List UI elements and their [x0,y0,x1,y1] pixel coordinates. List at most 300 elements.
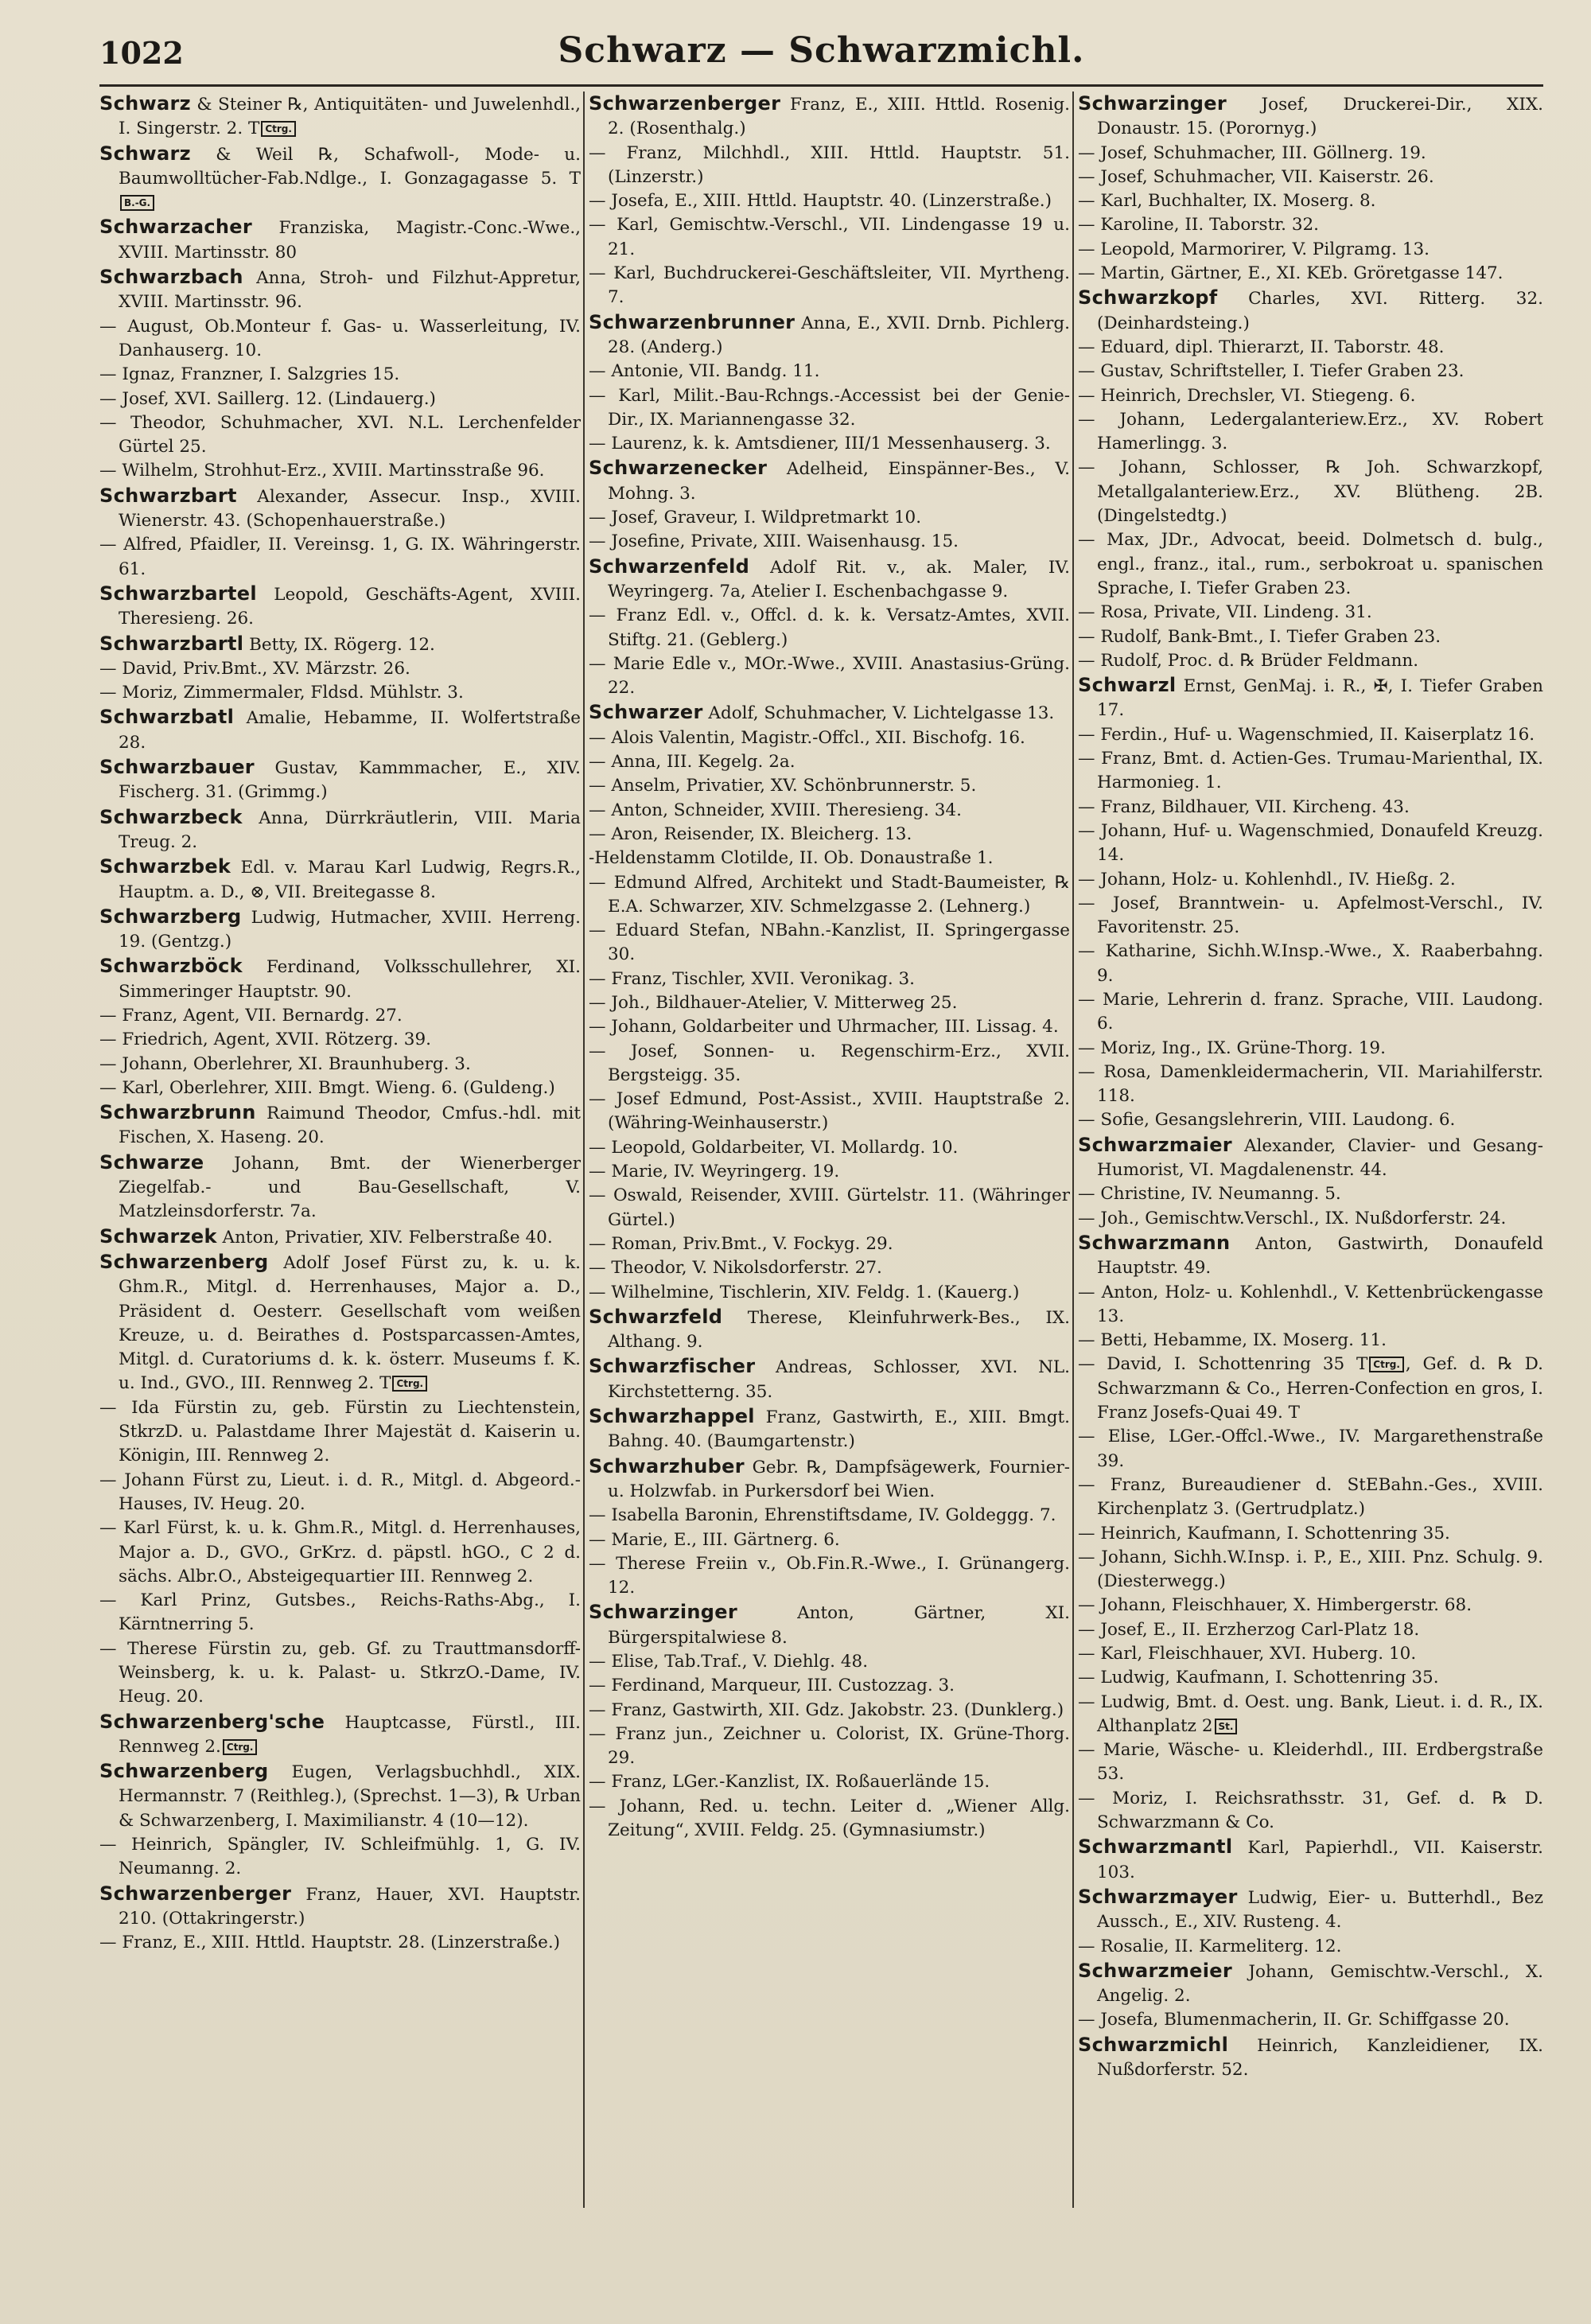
directory-entry [99,1469,581,1517]
directory-entry [589,847,1070,870]
directory-entry [1078,1108,1543,1132]
directory-entry [1078,2008,1543,2032]
directory-entry [99,142,581,216]
entry-text: — Alfred, Pfaidler, II. Vereinsg. 1, G. IX. Währingerstr. 61. [99,535,581,579]
directory-entry [589,1723,1070,1771]
entry-text: — Karl Fürst, k. u. k. Ghm.R., Mitgl. d. Herrenhauses, Major a. D., GVO., GrKrz. d. päpstl. hGO., C 2 d. sächs. Albr.O., Absteigequartier III. Rennweg 2. [99,1518,581,1586]
entry-surname: Schwarzinger [589,1601,737,1624]
entry-text: — Moriz, I. Reichsrathsstr. 31, Gef. d. ℞ D. Schwarzmann & Co. [1078,1788,1543,1833]
directory-entry [589,1305,1070,1355]
telephone-exchange-mark: Ctrg. [261,121,296,137]
directory-entry [589,1600,1070,1650]
entry-text: — Elise, LGer.-Offcl.-Wwe., IV. Margarethenstraße 39. [1078,1427,1543,1471]
directory-entry [1078,1231,1543,1281]
directory-entry [1078,868,1543,892]
entry-text: — Wilhelm, Strohhut-Erz., XVIII. Martinsstraße 96. [99,461,545,481]
page-header [99,24,1543,80]
directory-entry [1078,1885,1543,1935]
entry-text: Charles, XVI. Ritterg. 32. (Deinhardsteing.) [1097,289,1543,333]
directory-entry [99,1150,581,1224]
directory-entry [1078,1522,1543,1546]
directory-entry [99,1637,581,1710]
running-head: Schwarz — Schwarzmichl. [558,30,1085,71]
directory-entry [99,582,581,632]
page-number: 1022 [99,35,184,71]
entry-text: Adolf, Schuhmacher, V. Lichtelgasse 13. [702,703,1055,724]
directory-entry [99,1516,581,1589]
directory-entry [99,484,581,534]
entry-text: — Leopold, Marmorirer, V. Pilgramg. 13. [1078,239,1430,259]
directory-entry [1078,649,1543,673]
entry-text: Anton, Gastwirth, Donaufeld Hauptstr. 49. [1097,1233,1543,1279]
entry-surname: Schwarzinger [1078,92,1227,115]
directory-entry [1078,142,1543,165]
entry-text: Johann, Gemischtw.-Verschl., X. Angelig. 2. [1097,1961,1543,2007]
directory-columns [99,91,1543,2292]
directory-entry [589,1699,1070,1723]
entry-text: Gustav, Kammmacher, E., XIV. Fischerg. 31. (Grimmg.) [119,758,581,803]
directory-entry [99,91,581,142]
entry-text: — Anna, III. Kegelg. 2a. [589,752,796,773]
directory-entry [589,1795,1070,1843]
directory-entry [1078,286,1543,336]
entry-text: — Josef Edmund, Post-Assist., XVIII. Hauptstraße 2. (Währing-Weinhauserstr.) [589,1089,1070,1134]
directory-entry [1078,1182,1543,1206]
entry-text: — Oswald, Reisender, XVIII. Gürtelstr. 11. (Währinger Gürtel.) [589,1185,1070,1230]
entry-text: — Johann Fürst zu, Lieut. i. d. R., Mitgl. d. Abgeord.-Hauses, IV. Heug. 20. [99,1470,581,1514]
directory-entry [589,1136,1070,1160]
entry-text: — Josef, Sonnen- u. Regenschirm-Erz., XVII. Bergsteigg. 35. [589,1041,1070,1085]
entry-text: Johann, Bmt. der Wienerberger Ziegelfab.- und Bau-Gesellschaft, V. Matzleinsdorferstr. 7a. [119,1153,581,1222]
entry-surname: Schwarzbauer [99,756,255,779]
directory-entry [589,1454,1070,1505]
entry-text: — Eduard, dipl. Thierarzt, II. Taborstr. 48. [1078,337,1445,357]
entry-text: — Joh., Gemischtw.Verschl., IX. Nußdorferstr. 24. [1078,1208,1507,1228]
entry-surname: Schwarzhappel [589,1405,755,1428]
entry-text: — Karl, Gemischtw.-Verschl., VII. Lindengasse 19 u. 21. [589,215,1070,259]
entry-text: — Franz, Bildhauer, VII. Kircheng. 43. [1078,796,1410,817]
directory-entry [1078,1959,1543,2009]
entry-text: — Friedrich, Agent, XVII. Rötzerg. 39. [99,1030,431,1050]
entry-text: Anna, E., XVII. Drnb. Pichlerg. 28. (Anderg.) [608,313,1070,357]
directory-entry [1078,940,1543,988]
entry-text: — Marie Edle v., MOr.-Wwe., XVIII. Anastasius-Grüng. 22. [589,653,1070,699]
entry-surname: Schwarzenberger [99,1882,292,1905]
entry-text: Heinrich, Kanzleidiener, IX. Nußdorferstr. 52. [1097,2035,1543,2081]
directory-entry [589,456,1070,506]
entry-text: — Rudolf, Bank-Bmt., I. Tiefer Graben 23. [1078,626,1441,647]
directory-entry [589,310,1070,360]
directory-entry [589,604,1070,652]
directory-entry [589,1281,1070,1305]
directory-entry [99,1396,581,1469]
directory-entry [99,1028,581,1052]
entry-text: — Heinrich, Drechsler, VI. Stiegeng. 6. [1078,385,1416,406]
entry-text: Gebr. ℞, Dampfsägewerk, Fournier- u. Holzwfab. in Purkersdorf bei Wien. [608,1457,1070,1501]
entry-text: Franziska, Magistr.-Conc.-Wwe., XVIII. Martinsstr. 80 [119,218,581,263]
directory-entry [589,1650,1070,1674]
entry-text: — Johann, Oberlehrer, XI. Braunhuberg. 3. [99,1053,471,1074]
column-2 [589,91,1070,2292]
entry-text: — Christine, IV. Neumanng. 5. [1078,1184,1341,1205]
entry-text: Ernst, GenMaj. i. R., ✠, I. Tiefer Graben 17. [1097,676,1543,721]
telephone-exchange-mark: Ctrg. [1369,1357,1404,1372]
directory-entry [99,1833,581,1882]
directory-entry [99,705,581,755]
directory-entry [99,954,581,1004]
directory-entry [589,967,1070,991]
entry-text: — Johann, Fleischhauer, X. Himbergerstr. 68. [1078,1595,1472,1616]
entry-text-continued: , Gef. d. ℞ D. Schwarzmann & Co., Herren-Confection en gros, I. Franz Josefs-Quai 49. T [1097,1354,1543,1423]
entry-surname: Schwarzbach [99,266,243,289]
directory-entry [99,215,581,265]
entry-text: — Josef, Schuhmacher, VII. Kaiserstr. 26. [1078,166,1434,187]
entry-text: — Moriz, Ing., IX. Grüne-Thorg. 19. [1078,1037,1386,1058]
directory-entry [99,905,581,955]
entry-surname: Schwarzer [589,701,703,724]
directory-entry [99,363,581,387]
entry-text: — August, Ob.Monteur f. Gas- u. Wasserleitung, IV. Danhauserg. 10. [99,316,581,360]
directory-entry [1078,1642,1543,1666]
directory-entry [99,1759,581,1833]
entry-surname: Schwarzek [99,1224,217,1248]
entry-text: — Ferdin., Huf- u. Wagenschmied, II. Kaiserplatz 16. [1078,724,1535,745]
entry-surname: Schwarzenberg [99,1250,269,1273]
directory-entry [1078,1133,1543,1183]
directory-entry [1078,456,1543,528]
directory-entry [99,265,581,315]
directory-entry [589,1088,1070,1136]
directory-entry [589,700,1070,726]
directory-entry [99,681,581,705]
entry-text: — Franz, Tischler, XVII. Veronikag. 3. [589,968,916,989]
entry-text: — Josef, E., II. Erzherzog Carl-Platz 18. [1078,1619,1420,1640]
directory-entry [99,657,581,681]
directory-entry [1078,723,1543,747]
entry-text: — Theodor, V. Nikolsdorferstr. 27. [589,1258,882,1279]
directory-entry [1078,988,1543,1037]
directory-entry [99,1882,581,1932]
entry-text: — Josefa, E., XIII. Httld. Hauptstr. 40. (Linzerstraße.) [589,191,1052,212]
entry-text: — Karl, Oberlehrer, XIII. Bmgt. Wieng. 6. (Guldeng.) [99,1077,555,1098]
directory-entry [99,387,581,411]
directory-entry [1078,360,1543,383]
entry-text: — Franz, E., XIII. Httld. Hauptstr. 28. (Linzerstraße.) [99,1933,561,1953]
entry-text: — Roman, Priv.Bmt., V. Fockyg. 29. [589,1233,893,1254]
entry-surname: Schwarzmann [1078,1231,1231,1254]
entry-text: Ferdinand, Volksschullehrer, XI. Simmeringer Hauptstr. 90. [119,957,581,1002]
entry-text: Karl, Papierhdl., VII. Kaiserstr. 103. [1097,1838,1543,1882]
entry-text: — Max, JDr., Advocat, beeid. Dolmetsch d. bulg., engl., franz., ital., rum., serbokroat u. spanischen Sprache, I. Tiefer Graben 23. [1078,530,1543,598]
entry-surname: Schwarzbek [99,855,231,878]
directory-entry [1078,892,1543,940]
directory-entry [99,459,581,483]
entry-text: Anton, Gärtner, XI. Bürgerspitalwiese 8. [608,1603,1070,1648]
directory-entry [1078,165,1543,189]
directory-entry [99,1004,581,1028]
entry-text: — Alois Valentin, Magistr.-Offcl., XII. Bischofg. 16. [589,727,1025,748]
entry-text: — Marie, IV. Weyringerg. 19. [589,1162,840,1182]
directory-entry [1078,1037,1543,1061]
entry-text: — David, Priv.Bmt., XV. Märzstr. 26. [99,658,410,679]
directory-entry [99,1224,581,1250]
entry-text: Anton, Privatier, XIV. Felberstraße 40. [216,1227,553,1248]
entry-text: — Johann, Goldarbeiter und Uhrmacher, III. Lissag. 4. [589,1017,1059,1037]
entry-surname: Schwarzbartel [99,582,257,605]
directory-entry [1078,1618,1543,1642]
directory-entry [1078,1546,1543,1594]
entry-text: — Antonie, VII. Bandg. 11. [589,361,820,382]
entry-text: — Johann, Holz- u. Kohlenhdl., IV. Hießg. 2. [1078,869,1456,890]
directory-entry [1078,262,1543,286]
entry-text: — Joh., Bildhauer-Atelier, V. Mitterweg 25. [589,992,958,1013]
entry-surname: Schwarzenfeld [589,555,750,578]
entry-surname: Schwarzmeier [1078,1959,1232,1982]
entry-text: Ludwig, Eier- u. Butterhdl., Bez Aussch., E., XIV. Rusteng. 4. [1097,1887,1543,1933]
entry-text: — Karl, Milit.-Bau-Rchngs.-Accessist bei der Genie-Dir., IX. Mariannengasse 32. [589,385,1070,430]
directory-entry [1078,1594,1543,1617]
entry-surname: Schwarzbart [99,484,237,507]
entry-text: — Johann, Schlosser, ℞ Joh. Schwarzkopf, Metallgalanteriew.Erz., XV. Blütheng. 2B. (Dingelstedtg.) [1078,457,1543,527]
directory-entry [1078,1207,1543,1231]
entry-text: — Rosa, Damenkleidermacherin, VII. Mariahilferstr. 118. [1078,1061,1543,1107]
entry-text: — Marie, Wäsche- u. Kleiderhdl., III. Erdbergstraße 53. [1078,1740,1543,1785]
directory-entry [589,213,1070,262]
entry-text: — Franz, LGer.-Kanzlist, IX. Roßauerlände 15. [589,1772,990,1793]
entry-surname: Schwarzfeld [589,1305,723,1328]
entry-text: — Heinrich, Kaufmann, I. Schottenring 35. [1078,1523,1450,1543]
directory-entry [99,1931,581,1955]
directory-entry [589,432,1070,456]
entry-text: — Martin, Gärtner, E., XI. KEb. Gröretgasse 147. [1078,263,1503,284]
directory-entry [1078,336,1543,360]
column-1 [99,91,581,2292]
directory-entry [589,1528,1070,1552]
directory-entry [1078,1329,1543,1353]
entry-text: -Heldenstamm Clotilde, II. Ob. Donaustraße 1. [589,848,994,869]
entry-text: — Karl, Fleischhauer, XVI. Huberg. 10. [1078,1644,1417,1664]
entry-text: — Josefa, Blumenmacherin, II. Gr. Schiffgasse 20. [1078,2010,1510,2030]
entry-text: Adolf Josef Fürst zu, k. u. k. Ghm.R., Mitgl. d. Herrenhauses, Major a. D., Präsident d. Oesterr. Gesellschaft vom weißen Kreuze, u. d. Beirathes d. Postsparcassen-Amtes, Mitgl. d. Curatoriums d. k. k. österr. Museums f. K. u. Ind., GVO., III. Rennweg 2. T [119,1252,581,1394]
directory-entry [1078,1666,1543,1690]
entry-text: — Sofie, Gesangslehrerin, VIII. Laudong. 6. [1078,1110,1456,1131]
entry-text: — Johann, Red. u. techn. Leiter d. „Wiener Allg. Zeitung“, XVIII. Feldg. 25. (Gymnasiumstr.) [589,1796,1070,1841]
directory-entry [589,1354,1070,1404]
column-3 [1078,91,1543,2292]
directory-entry [1078,213,1543,237]
entry-text: Hauptcasse, Fürstl., III. Rennweg 2. [119,1712,581,1757]
entry-surname: Schwarzenberger [589,92,781,115]
entry-surname: Schwarzmichl [1078,2033,1229,2056]
entry-text: Anna, Stroh- und Filzhut-Appretur, XVIII. Martinsstr. 96. [119,268,581,313]
entry-text: — Karoline, II. Taborstr. 32. [1078,215,1320,236]
directory-entry [589,1040,1070,1088]
directory-entry [99,1100,581,1150]
entry-text: — Laurenz, k. k. Amtsdiener, III/1 Messenhauserg. 3. [589,434,1051,454]
directory-entry [1078,1691,1543,1739]
telephone-exchange-mark: B.-G. [120,195,154,211]
entry-text: — Anton, Holz- u. Kohlenhdl., V. Kettenbrückengasse 13. [1078,1282,1543,1326]
entry-text: — Edmund Alfred, Architekt und Stadt-Baumeister, ℞ E.A. Schwarzer, XIV. Schmelzgasse 2. (Lehnerg.) [589,872,1070,917]
entry-text: — David, I. Schottenring 35 T [1078,1354,1368,1375]
directory-entry [589,1552,1070,1601]
entry-surname: Schwarzbartl [99,632,244,655]
directory-entry [1078,747,1543,796]
entry-text: — Rosalie, II. Karmeliterg. 12. [1078,1936,1342,1956]
directory-entry [589,1504,1070,1528]
directory-entry [99,1250,581,1396]
directory-entry [1078,625,1543,649]
entry-surname: Schwarzenbrunner [589,310,796,333]
directory-entry [1078,189,1543,213]
entry-text: Andreas, Schlosser, XVI. NL. Kirchstetterng. 35. [608,1357,1070,1402]
entry-text: — Johann, Sichh.W.Insp. i. P., E., XIII. Pnz. Schulg. 9. (Diesterwegg.) [1078,1547,1543,1592]
entry-text: — Josefine, Private, XIII. Waisenhausg. 15. [589,531,959,552]
directory-entry [1078,601,1543,625]
entry-text: — Leopold, Goldarbeiter, VI. Mollardg. 10. [589,1137,959,1158]
directory-entry [589,726,1070,750]
directory-entry [99,1710,581,1760]
directory-entry [589,1184,1070,1232]
directory-entry [99,411,581,460]
entry-text: — Karl, Buchdruckerei-Geschäftsleiter, VII. Myrtheng. 7. [589,263,1070,308]
entry-text: — Ludwig, Kaufmann, I. Schottenring 35. [1078,1668,1439,1688]
entry-text: — Franz, Gastwirth, XII. Gdz. Jakobstr. 23. (Dunklerg.) [589,1699,1064,1720]
entry-text: — Josef, XVI. Saillerg. 12. (Lindauerg.) [99,388,436,409]
entry-text: — Heinrich, Spängler, IV. Schleifmühlg. 1, G. IV. Neumanng. 2. [99,1835,581,1879]
entry-text: — Isabella Baronin, Ehrenstiftsdame, IV. Goldeggg. 7. [589,1505,1056,1526]
directory-entry [589,1015,1070,1039]
entry-text: — Franz, Bmt. d. Actien-Ges. Trumau-Marienthal, IX. Harmonieg. 1. [1078,749,1543,793]
directory-entry [1078,1738,1543,1787]
entry-text: Edl. v. Marau Karl Ludwig, Regrs.R., Hauptm. a. D., ⊗, VII. Breitegasse 8. [119,858,581,902]
entry-surname: Schwarze [99,1150,204,1174]
directory-entry [589,774,1070,798]
entry-text: Raimund Theodor, Cmfus.-hdl. mit Fischen, X. Haseng. 20. [119,1104,581,1148]
entry-text: — Franz, Milchhdl., XIII. Httld. Hauptstr. 51. (Linzerstr.) [589,142,1070,187]
entry-text: Franz, E., XIII. Httld. Rosenig. 2. (Rosenthalg.) [608,95,1070,139]
entry-surname: Schwarzböck [99,955,243,978]
entry-text: Franz, Gastwirth, E., XIII. Bmgt. Bahng. 40. (Baumgartenstr.) [608,1407,1070,1452]
directory-entry [589,823,1070,847]
entry-text: — Katharine, Sichh.W.Insp.-Wwe., X. Raaberbahng. 9. [1078,941,1543,986]
directory-entry [1078,1281,1543,1329]
directory-entry [1078,1473,1543,1522]
directory-entry [1078,384,1543,408]
entry-surname: Schwarz [99,142,191,165]
entry-text: Franz, Hauer, XVI. Hauptstr. 210. (Ottakringerstr.) [119,1884,581,1929]
entry-surname: Schwarzenecker [589,457,768,480]
directory-entry [1078,1935,1543,1959]
directory-entry [1078,819,1543,868]
entry-surname: Schwarzmaier [1078,1133,1232,1156]
directory-entry [99,755,581,805]
telephone-exchange-mark: Ctrg. [223,1739,258,1755]
entry-text: — Ludwig, Bmt. d. Oest. ung. Bank, Lieut. i. d. R., IX. Althanplatz 2 [1078,1691,1543,1736]
entry-text: — Karl, Buchhalter, IX. Moserg. 8. [1078,191,1376,212]
directory-entry [1078,408,1543,457]
directory-entry [589,1404,1070,1454]
entry-surname: Schwarzkopf [1078,286,1218,309]
entry-text: — Josef, Schuhmacher, III. Göllnerg. 19. [1078,142,1426,163]
directory-entry [589,919,1070,967]
directory-entry [589,652,1070,701]
entry-text: Anna, Dürrkräutlerin, VIII. Maria Treug. 2. [119,808,581,852]
directory-entry [589,360,1070,383]
entry-text: — Anselm, Privatier, XV. Schönbrunnerstr. 5. [589,776,977,796]
entry-surname: Schwarzmantl [1078,1835,1233,1859]
entry-text: Eugen, Verlagsbuchhdl., XIX. Hermannstr. 7 (Reithleg.), (Sprechst. 1—3), ℞ Urban & Schwarzenberg, I. Maximilianstr. 4 (10—12). [119,1762,581,1831]
entry-surname: Schwarzmayer [1078,1885,1238,1908]
entry-text: — Wilhelmine, Tischlerin, XIV. Feldg. 1. (Kauerg.) [589,1282,1020,1302]
directory-entry [589,262,1070,310]
entry-text: — Elise, Tab.Traf., V. Diehlg. 48. [589,1652,869,1672]
entry-text: — Franz, Bureaudiener d. StEBahn.-Ges., XVIII. Kirchenplatz 3. (Gertrudplatz.) [1078,1474,1543,1520]
entry-text: Amalie, Hebamme, II. Wolfertstraße 28. [119,708,581,753]
entry-surname: Schwarzbatl [99,706,235,729]
directory-entry [589,1770,1070,1794]
directory-entry [99,1053,581,1076]
header-rule [99,84,1543,87]
directory-entry [589,871,1070,920]
entry-surname: Schwarzfischer [589,1355,756,1378]
entry-surname: Schwarzenberg'sche [99,1710,325,1733]
entry-text: — Franz Edl. v., Offcl. d. k. k. Versatz-Amtes, XVII. Stiftg. 21. (Geblerg.) [589,605,1070,650]
directory-entry [589,142,1070,190]
directory-entry [1078,1425,1543,1473]
directory-entry [589,555,1070,605]
entry-text: Josef, Druckerei-Dir., XIX. Donaustr. 15. (Porornyg.) [1097,95,1543,139]
directory-entry [1078,1353,1543,1425]
directory-entry [1078,673,1543,723]
entry-text: Betty, IX. Rögerg. 12. [243,634,435,655]
entry-text: — Therese Freiin v., Ob.Fin.R.-Wwe., I. Grünangerg. 12. [589,1553,1070,1598]
directory-entry [99,315,581,364]
entry-text: — Karl Prinz, Gutsbes., Reichs-Raths-Abg., I. Kärntnerring 5. [99,1590,581,1635]
entry-text: & Weil ℞, Schafwoll-, Mode- u. Baumwolltücher-Fab.Ndlge., I. Gonzagagasse 5. T [119,144,581,189]
directory-entry [99,1076,581,1100]
directory-entry [1078,238,1543,262]
directory-entry [99,533,581,582]
entry-surname: Schwarzbeck [99,805,243,828]
entry-text: — Betti, Hebamme, IX. Moserg. 11. [1078,1330,1387,1351]
directory-entry [1078,528,1543,601]
entry-text: — Ferdinand, Marqueur, III. Custozzag. 3. [589,1676,955,1696]
entry-text: — Marie, Lehrerin d. franz. Sprache, VIII. Laudong. 6. [1078,989,1543,1034]
directory-entry [589,506,1070,530]
telephone-exchange-mark: Ctrg. [392,1376,427,1392]
entry-text: — Josef, Branntwein- u. Apfelmost-Verschl., IV. Favoritenstr. 25. [1078,893,1543,938]
directory-entry [1078,796,1543,819]
entry-text: — Franz, Agent, VII. Bernardg. 27. [99,1005,403,1026]
entry-text: Adelheid, Einspänner-Bes., V. Mohng. 3. [608,459,1070,504]
directory-entry [1078,1787,1543,1835]
entry-text: — Franz jun., Zeichner u. Colorist, IX. Grüne-Thorg. 29. [589,1723,1070,1769]
directory-entry [1078,91,1543,142]
entry-text: — Anton, Schneider, XVIII. Theresieng. 34. [589,800,962,820]
entry-surname: Schwarzbrunn [99,1101,256,1124]
entry-text: Therese, Kleinfuhrwerk-Bes., IX. Althang. 9. [608,1307,1070,1353]
entry-surname: Schwarzl [1078,674,1177,697]
entry-text: Adolf Rit. v., ak. Maler, IV. Weyringerg. 7a, Atelier I. Eschenbachgasse 9. [608,557,1070,601]
entry-text: — Josef, Graveur, I. Wildpretmarkt 10. [589,508,922,528]
entry-text: — Therese Fürstin zu, geb. Gf. zu Trauttmansdorff-Weinsberg, k. u. k. Palast- u. StkrzO.-Dame, IV. Heug. 20. [99,1638,581,1707]
entry-text: Alexander, Assecur. Insp., XVIII. Wienerstr. 43. (Schopenhauerstraße.) [119,486,581,531]
entry-text: & Steiner ℞, Antiquitäten- und Juwelenhdl., I. Singerstr. 2. T [119,95,581,139]
entry-text: — Ida Fürstin zu, geb. Fürstin zu Liechtenstein, StkrzD. u. Palastdame Ihrer Majestät d. Kaiserin u. Königin, III. Rennweg 2. [99,1397,581,1466]
directory-entry [99,854,581,905]
entry-text: — Eduard Stefan, NBahn.-Kanzlist, II. Springergasse 30. [589,921,1070,965]
